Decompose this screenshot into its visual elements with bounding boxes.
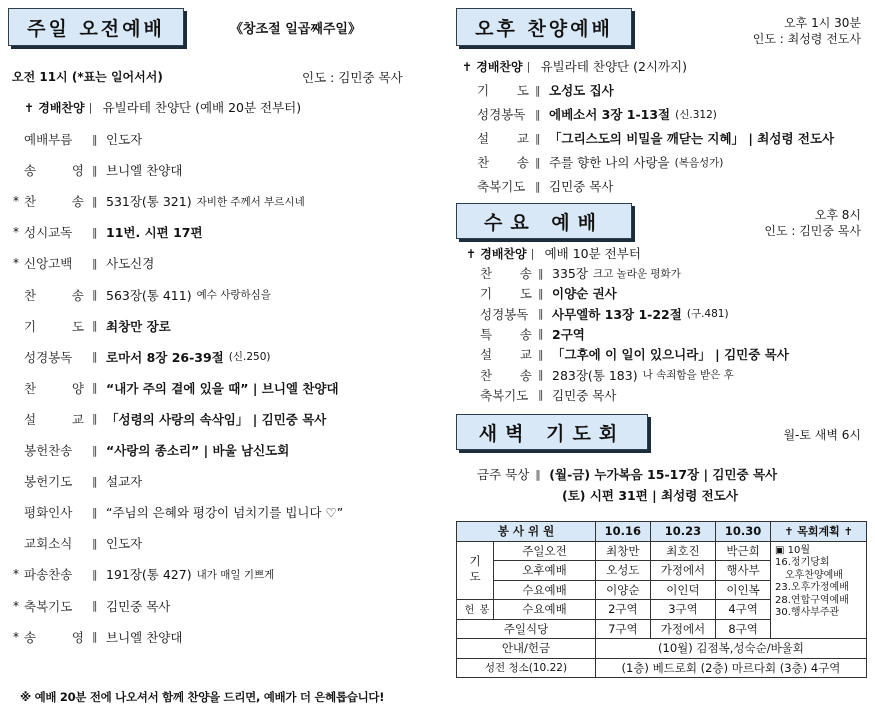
order-note: (신.312): [675, 108, 717, 121]
duty-row-label: 안내/헌금: [457, 639, 596, 659]
prelude-value: 유빌라테 찬양단 (예배 20분 전부터): [102, 100, 302, 115]
morning-order-item: [8, 251, 418, 275]
duty-row-label: 주일오전: [494, 541, 596, 561]
separator: ‖: [535, 467, 541, 481]
duty-cell: 이인덕: [650, 580, 715, 600]
dawn-line-2: [562, 485, 738, 505]
order-label: 설 교: [480, 347, 532, 363]
order-label: 찬 송: [477, 155, 529, 170]
separator: ‖: [538, 388, 544, 402]
separator: ‖: [535, 155, 541, 169]
afternoon-order-item: [477, 104, 717, 124]
order-label: 신앙고백: [24, 256, 73, 272]
dawn-label: 금주 묵상: [477, 467, 530, 482]
duty-cell: 이인복: [716, 580, 771, 600]
separator: ‖: [92, 599, 98, 612]
order-value: 이양순 권사: [552, 286, 617, 302]
duty-cell: 최창만: [595, 541, 650, 561]
separator: ‖: [92, 536, 98, 550]
order-label: 찬 양: [24, 380, 84, 396]
dawn-title: 새벽 기도회: [456, 414, 648, 450]
morning-order-item: [8, 158, 418, 182]
order-note: 크고 놀라운 평화가: [592, 267, 681, 280]
afternoon-time: 오후 1시 30분: [784, 16, 861, 30]
order-value: 브니엘 찬양대: [106, 163, 183, 179]
order-value: 설교자: [106, 474, 143, 490]
morning-order-item: [8, 127, 418, 151]
separator: ‖: [92, 474, 98, 488]
plan-line: 23.오후가정예배: [775, 582, 849, 593]
order-value: “사랑의 종소리” | 바울 남신도회: [106, 443, 290, 458]
duty-cell: 4구역: [716, 600, 771, 620]
order-value: 191장(통 427): [106, 567, 192, 583]
order-value: 주를 향한 나의 사랑을: [549, 155, 670, 170]
order-label: 성경봉독: [24, 349, 73, 365]
separator: ‖: [92, 319, 98, 333]
morning-time: 오전 11시 (*표는 일어서서): [12, 70, 163, 84]
afternoon-title: 오후 찬양예배: [456, 8, 632, 46]
dawn-time: 월-토 새벽 6시: [783, 428, 861, 442]
order-value: 531장(통 321): [106, 194, 192, 210]
order-label: 성경봉독: [477, 107, 526, 122]
order-note: 자비한 주께서 부르시네: [196, 195, 305, 208]
morning-prelude: [24, 95, 434, 119]
separator: ‖: [538, 266, 544, 280]
afternoon-order-item: [477, 152, 723, 172]
wednesday-time: 오후 8시: [814, 208, 861, 222]
order-note: 나 속죄함을 받은 후: [642, 369, 734, 381]
separator: |: [530, 246, 535, 260]
order-value: 브니엘 찬양대: [106, 629, 183, 645]
prayer-group-label: 기도: [457, 541, 494, 600]
order-note: (복음성가): [674, 156, 724, 169]
order-value: 인도자: [106, 536, 143, 552]
order-label: 봉헌기도: [24, 474, 73, 490]
morning-order-item: [8, 407, 418, 431]
morning-order-item: [8, 220, 418, 244]
morning-order-item: [8, 314, 418, 338]
duty-date: 10.16: [595, 522, 650, 542]
plan-line: ▣ 10월: [775, 544, 811, 556]
order-value: 「그리스도의 비밀을 깨닫는 지혜」 | 최성령 전도사: [549, 131, 835, 146]
separator: ‖: [538, 307, 544, 321]
wednesday-prelude: [466, 243, 641, 263]
dawn-line-1: [477, 464, 777, 484]
duty-date: 10.23: [650, 522, 715, 542]
duty-header: 봉 사 위 원: [457, 522, 596, 542]
order-note: (구.481): [686, 308, 729, 321]
church-plan: [771, 541, 867, 639]
separator: ‖: [92, 225, 98, 239]
morning-order-item: [8, 283, 418, 307]
plan-line: 16.정기당회: [775, 557, 830, 568]
order-value: 283장(통 183): [552, 367, 638, 383]
duty-cell: 7구역: [595, 619, 650, 639]
separator: |: [88, 100, 93, 114]
order-label: 파송찬송: [24, 567, 73, 583]
separator: ‖: [92, 194, 98, 208]
separator: ‖: [535, 179, 541, 193]
duty-cell: 행사부: [716, 561, 771, 581]
wednesday-order-item: [480, 385, 616, 405]
order-label: 성경봉독: [480, 306, 529, 322]
separator: |: [526, 59, 531, 73]
standing-mark: *: [13, 567, 19, 582]
prelude-label: ✝ 경배찬양: [462, 59, 523, 74]
order-label: 축복기도: [480, 387, 529, 403]
order-note: 내가 매일 기쁘게: [196, 568, 275, 581]
separator: ‖: [538, 368, 544, 381]
duty-cell: 이양순: [595, 580, 650, 600]
duty-row-label: 오후예배: [494, 561, 596, 581]
wednesday-title: 수요 예배: [456, 203, 632, 239]
order-label: 기 도: [480, 286, 532, 302]
order-label: 성시교독: [24, 225, 73, 241]
offering-group-label: 봉헌: [457, 600, 494, 620]
order-label: 교회소식: [24, 536, 73, 552]
prelude-label: ✝ 경배찬양: [24, 100, 85, 115]
morning-order-item: [8, 562, 418, 586]
order-label: 찬 송: [24, 287, 84, 303]
order-label: 송 영: [24, 163, 84, 179]
order-value: 로마서 8장 26-39절: [106, 349, 224, 365]
order-label: 설 교: [24, 411, 84, 427]
morning-leader: 인도 : 김민중 목사: [302, 70, 403, 85]
plan-line: 28.연합구역예배: [775, 594, 849, 606]
plan-line: 오후찬양예배: [775, 569, 843, 581]
order-value: “내가 주의 곁에 있을 때” | 브니엘 찬양대: [106, 380, 339, 396]
afternoon-order-item: [477, 176, 613, 196]
morning-order-item: [8, 531, 418, 555]
plan-title: ✝ 목회계획 ✝: [771, 522, 867, 542]
wednesday-order-item: [480, 263, 681, 283]
morning-order-item: [8, 438, 418, 462]
separator: ‖: [535, 131, 541, 145]
duty-row-label: 성전 청소(10.22): [457, 658, 596, 678]
morning-subtitle: 《창조절 일곱째주일》: [230, 22, 361, 37]
duty-row-label: 수요예배: [494, 600, 596, 620]
duty-row-label: 주일식당: [457, 619, 596, 639]
separator: ‖: [535, 83, 541, 97]
order-value: 「그후에 이 일이 있으니라」 | 김민중 목사: [552, 347, 789, 363]
order-value: 김민중 목사: [549, 179, 614, 194]
afternoon-prelude: [462, 56, 687, 76]
order-note: (신.250): [228, 351, 271, 364]
separator: ‖: [538, 347, 544, 361]
prelude-value: 예배 10분 전부터: [544, 246, 641, 261]
order-label: 찬 송: [480, 266, 532, 281]
order-value: “주님의 은혜와 평강이 넘치기를 빕니다 ♡”: [106, 505, 344, 521]
separator: ‖: [92, 381, 98, 395]
wednesday-order-item: [480, 365, 734, 385]
afternoon-leader: 인도 : 최성령 전도사: [752, 32, 861, 46]
order-label: 봉헌찬송: [24, 443, 73, 458]
duty-cell: 가정에서: [650, 619, 715, 639]
duty-cell: 가정에서: [650, 561, 715, 581]
order-value: 사도신경: [106, 256, 155, 272]
clean-value: (1층) 베드로회 (2층) 마르다회 (3층) 4구역: [595, 658, 866, 678]
separator: ‖: [92, 163, 98, 177]
duty-cell: 2구역: [595, 600, 650, 620]
duty-cell: 3구역: [650, 600, 715, 620]
dawn-reading-weekday: (월-금) 누가복음 15-17장 | 김민중 목사: [549, 467, 778, 482]
separator: ‖: [535, 107, 541, 121]
order-label: 특 송: [480, 326, 532, 342]
morning-title: 주일 오전예배: [8, 8, 184, 46]
order-value: 2구역: [552, 326, 585, 342]
separator: ‖: [92, 567, 98, 581]
morning-order-item: [8, 625, 418, 649]
separator: ‖: [92, 350, 98, 364]
separator: ‖: [538, 286, 544, 300]
order-value: 오성도 집사: [549, 83, 614, 98]
prelude-value: 유빌라테 찬양단 (2시까지): [540, 59, 688, 74]
order-note: 예수 사랑하심을: [196, 289, 271, 301]
duty-row-label: 수요예배: [494, 580, 596, 600]
morning-order-item: [8, 376, 418, 400]
wednesday-leader: 인도 : 김민중 목사: [764, 224, 861, 238]
separator: ‖: [92, 505, 98, 519]
order-label: 찬 송: [24, 194, 84, 210]
standing-mark: *: [13, 256, 19, 271]
standing-mark: *: [13, 629, 19, 644]
order-label: 평화인사: [24, 505, 73, 521]
morning-footer: ※ 예배 20분 전에 나오셔서 함께 찬양을 드리면, 예배가 더 은혜롭습니다!: [20, 690, 385, 704]
order-value: 에베소서 3장 1-13절: [549, 107, 671, 122]
wednesday-order-item: [480, 304, 729, 324]
duty-cell: 최호진: [650, 541, 715, 561]
duty-cell: 8구역: [716, 619, 771, 639]
prelude-label: ✝ 경배찬양: [466, 246, 527, 261]
order-label: 찬 송: [480, 367, 532, 383]
separator: ‖: [92, 412, 98, 426]
duty-table: [456, 521, 867, 678]
order-value: 563장(통 411): [106, 287, 192, 303]
order-label: 예배부름: [24, 132, 73, 147]
separator: ‖: [92, 132, 98, 146]
duty-cell: 박근희: [716, 541, 771, 561]
usher-value: (10월) 김점복,성숙순/바울회: [595, 639, 866, 659]
afternoon-order-item: [477, 128, 834, 148]
order-value: 335장: [552, 266, 588, 281]
order-value: 최창만 장로: [106, 318, 171, 334]
afternoon-order-item: [477, 80, 614, 100]
separator: ‖: [92, 288, 98, 301]
order-label: 기 도: [477, 83, 529, 98]
order-label: 축복기도: [24, 598, 73, 614]
wednesday-order-item: [480, 283, 617, 303]
separator: ‖: [92, 256, 98, 270]
standing-mark: *: [13, 598, 19, 613]
order-label: 기 도: [24, 318, 84, 334]
order-label: 설 교: [477, 131, 529, 146]
wednesday-order-item: [480, 324, 585, 344]
order-label: 송 영: [24, 629, 84, 645]
plan-line: 30.행사부주관: [775, 607, 840, 618]
morning-order-item: [8, 594, 418, 618]
order-value: 「성령의 사랑의 속삭임」 | 김민중 목사: [106, 411, 327, 427]
morning-order-item: [8, 500, 418, 524]
order-value: 김민중 목사: [552, 387, 617, 403]
dawn-reading-saturday: (토) 시편 31편 | 최성령 전도사: [562, 488, 738, 503]
morning-order-item: [8, 345, 418, 369]
standing-mark: *: [13, 194, 19, 209]
duty-date: 10.30: [716, 522, 771, 542]
morning-order-item: [8, 469, 418, 493]
order-value: 인도자: [106, 132, 143, 147]
order-value: 김민중 목사: [106, 598, 171, 614]
duty-cell: 오성도: [595, 561, 650, 581]
order-label: 축복기도: [477, 179, 526, 194]
standing-mark: *: [13, 225, 19, 240]
morning-order-item: [8, 189, 418, 213]
separator: ‖: [92, 443, 98, 457]
separator: ‖: [538, 327, 544, 341]
wednesday-order-item: [480, 344, 789, 364]
order-value: 11번. 시편 17편: [106, 225, 203, 241]
order-value: 사무엘하 13장 1-22절: [552, 306, 682, 322]
separator: ‖: [92, 630, 98, 644]
